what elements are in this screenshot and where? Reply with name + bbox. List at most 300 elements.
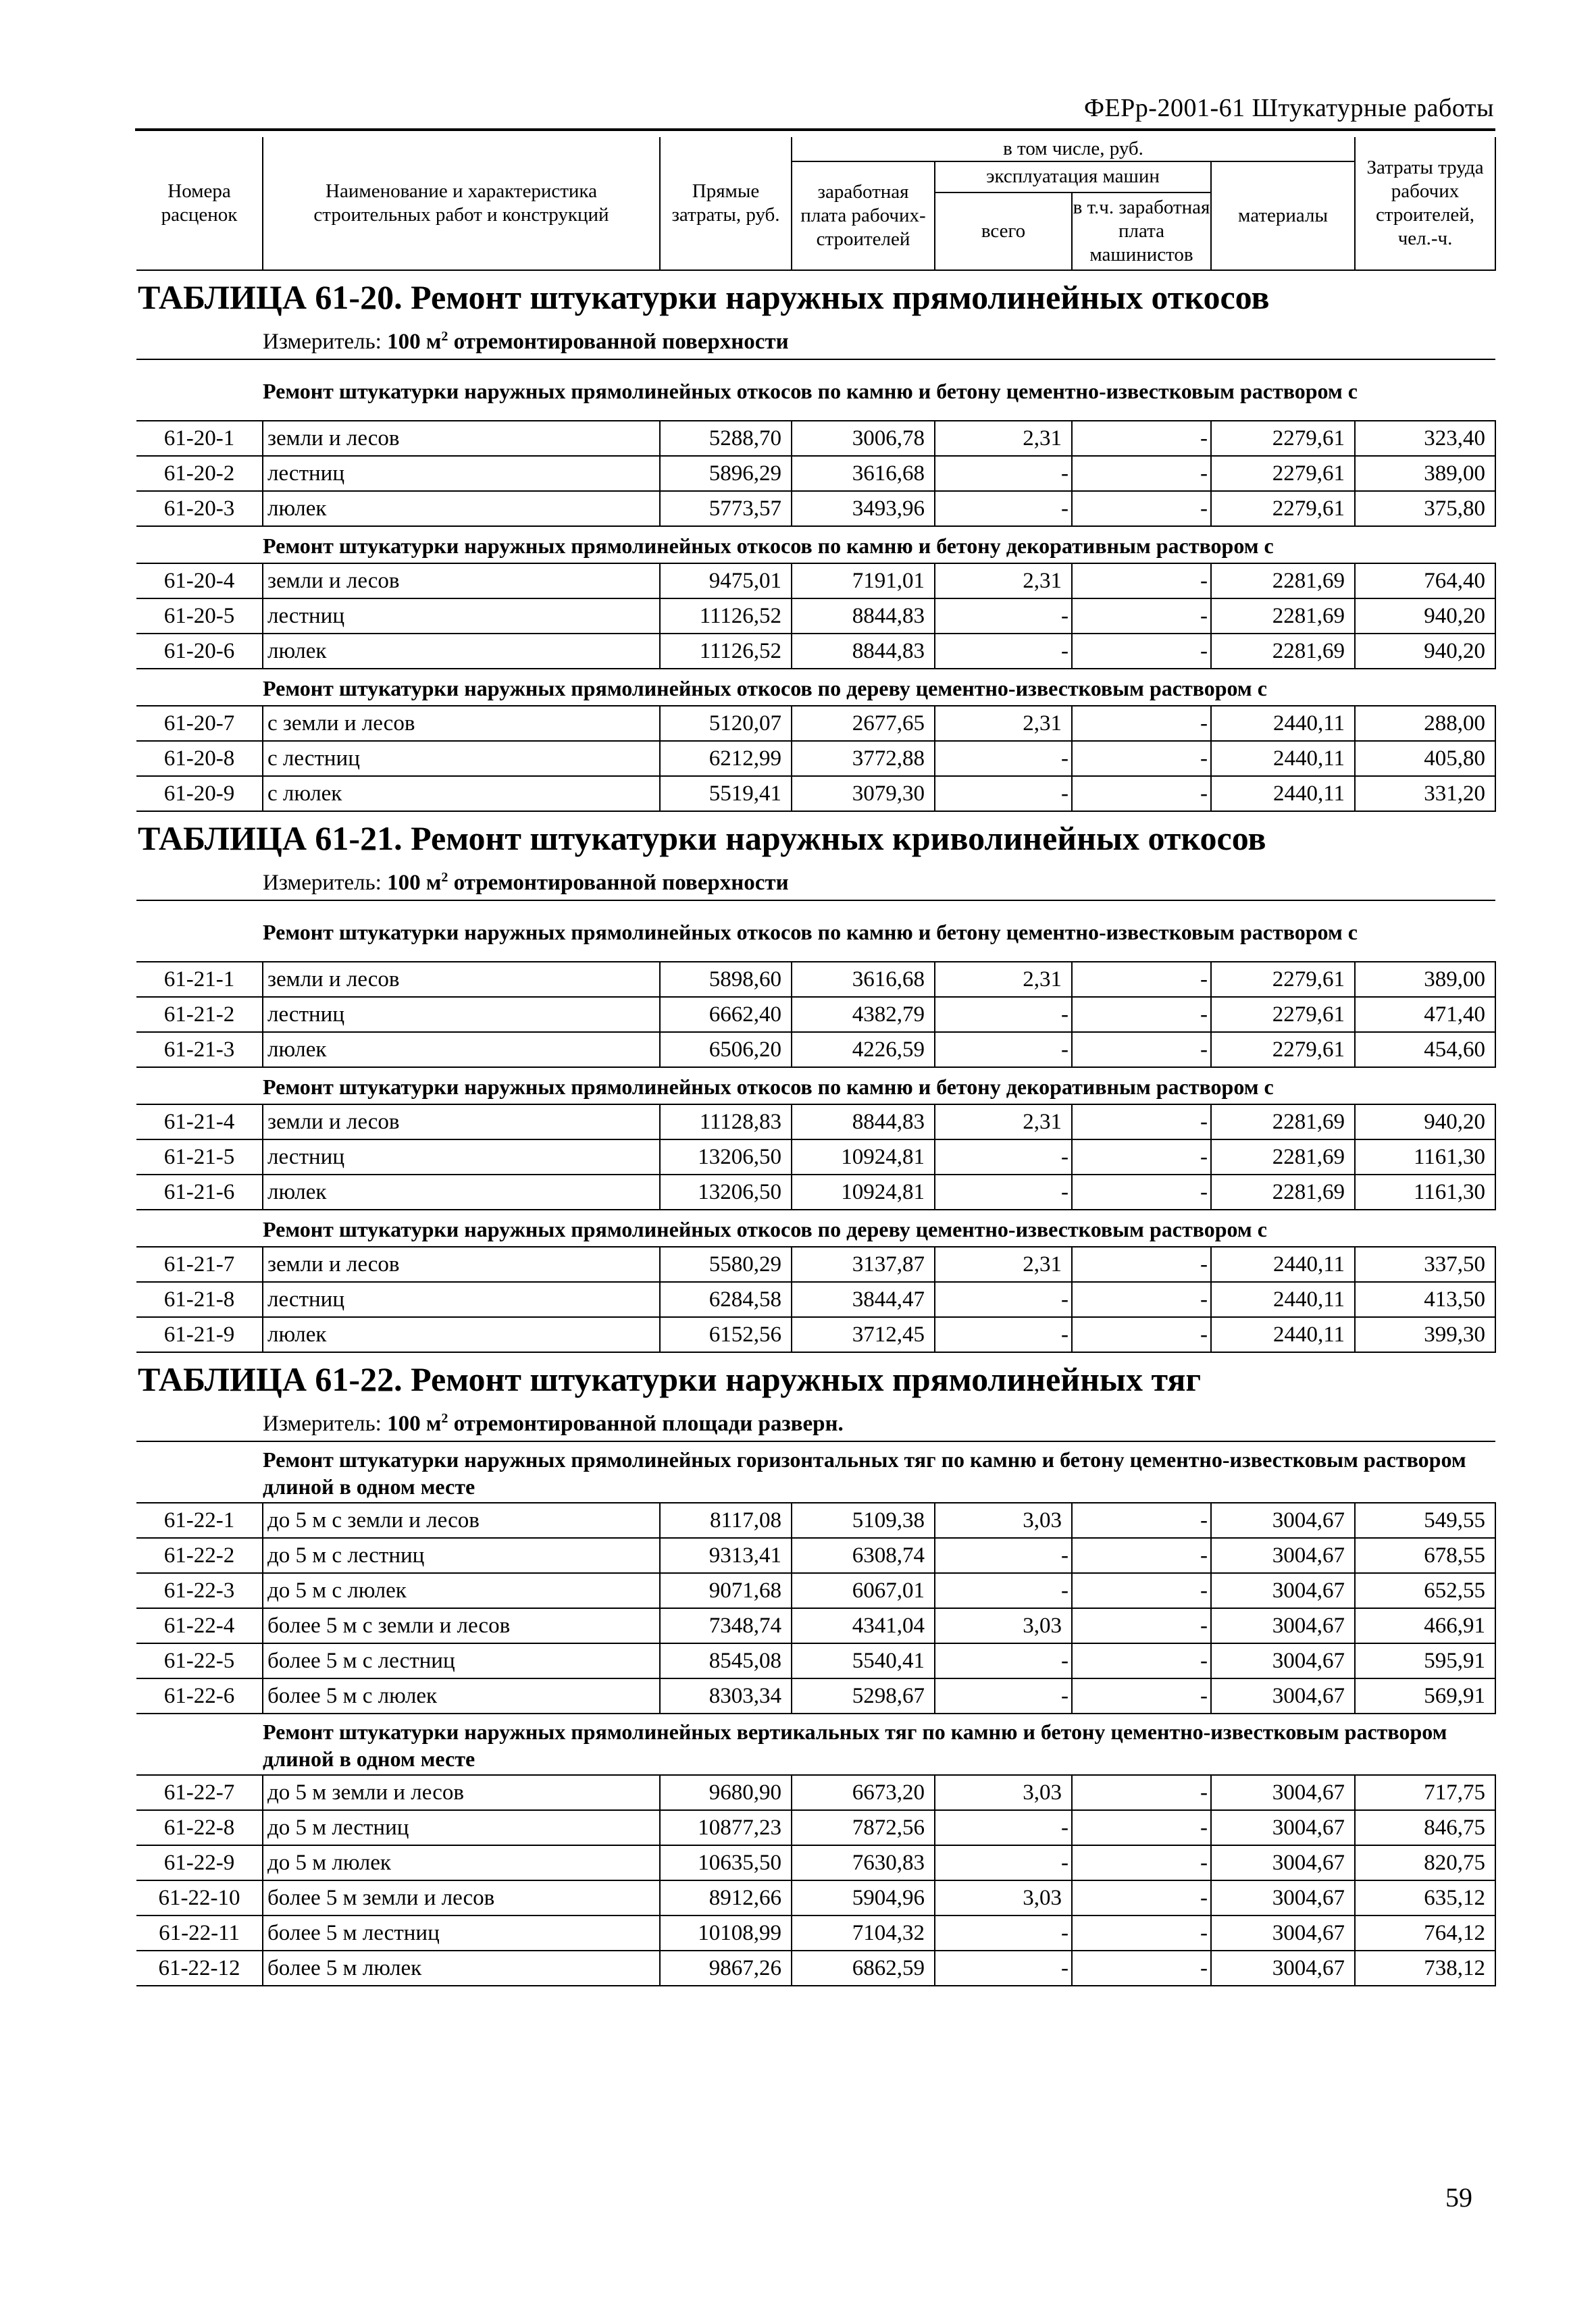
machines-wages: - [1072,1032,1211,1067]
materials: 2279,61 [1211,962,1355,997]
page-number: 59 [1445,2182,1472,2213]
table-row [136,1175,1495,1210]
work-name: земли и лесов [263,1104,660,1139]
table-row [136,1608,1495,1643]
labor-cost: 635,12 [1355,1880,1495,1916]
table-row [136,1951,1495,1986]
group-spacer [136,359,263,421]
labor-cost: 288,00 [1355,706,1495,741]
table-row [136,1678,1495,1714]
rate-code: 61-21-2 [136,997,263,1032]
measure-label: Измеритель: [263,870,388,895]
materials: 3004,67 [1211,1538,1355,1573]
work-name: более 5 м люлек [263,1951,660,1986]
group-title-row [136,1441,1495,1503]
wages: 8844,83 [792,598,935,634]
rate-code: 61-22-11 [136,1916,263,1951]
rate-code: 61-20-6 [136,634,263,669]
table-row [136,1503,1495,1538]
rate-code: 61-22-2 [136,1538,263,1573]
group-title: Ремонт штукатурки наружных прямолинейных вертикальных тяг по камню и бетону цементно-известковым раствором длиной в одном месте [263,1714,1495,1775]
section-title-row [136,270,1495,324]
table-header-row-1 [136,137,1495,161]
group-title: Ремонт штукатурки наружных прямолинейных откосов по дереву цементно-известковым раствором с [263,1210,1495,1247]
machines-total: 2,31 [935,563,1072,598]
labor-cost: 1161,30 [1355,1139,1495,1175]
machines-wages: - [1072,563,1211,598]
table-row [136,421,1495,456]
rate-code: 61-20-8 [136,741,263,776]
page-header: ФЕРр-2001-61 Штукатурные работы [1083,94,1494,122]
machines-total: 2,31 [935,706,1072,741]
machines-total: - [935,1538,1072,1573]
work-name: люлек [263,1032,660,1067]
work-name: до 5 м с лестниц [263,1538,660,1573]
rate-code: 61-22-5 [136,1643,263,1678]
table-row [136,997,1495,1032]
table-row [136,1810,1495,1845]
work-name: до 5 м с люлек [263,1573,660,1608]
group-spacer [136,900,263,962]
machines-wages: - [1072,634,1211,669]
group-spacer [136,1210,263,1247]
machines-total: - [935,1573,1072,1608]
wages: 4382,79 [792,997,935,1032]
rate-code: 61-20-4 [136,563,263,598]
measure-value: 100 м [387,329,442,354]
table-row [136,1916,1495,1951]
rate-code: 61-21-5 [136,1139,263,1175]
materials: 2440,11 [1211,741,1355,776]
direct-cost: 8545,08 [660,1643,792,1678]
machines-wages: - [1072,1247,1211,1282]
col-header-code: Номера расценок [136,137,263,270]
rate-code: 61-20-5 [136,598,263,634]
direct-cost: 8117,08 [660,1503,792,1538]
machines-wages: - [1072,1538,1211,1573]
labor-cost: 940,20 [1355,1104,1495,1139]
table-row [136,456,1495,491]
rate-code: 61-22-7 [136,1775,263,1810]
direct-cost: 8912,66 [660,1880,792,1916]
machines-total: - [935,1175,1072,1210]
table-row [136,706,1495,741]
measure-label: Измеритель: [263,329,388,354]
materials: 3004,67 [1211,1951,1355,1986]
table-row [136,741,1495,776]
rate-code: 61-21-6 [136,1175,263,1210]
labor-cost: 413,50 [1355,1282,1495,1317]
wages: 3616,68 [792,962,935,997]
labor-cost: 471,40 [1355,997,1495,1032]
col-header-machines: эксплуатация машин [935,161,1211,192]
machines-wages: - [1072,1175,1211,1210]
measure-unit [387,330,788,354]
machines-total: 2,31 [935,421,1072,456]
group-title: Ремонт штукатурки наружных прямолинейных горизонтальных тяг по камню и бетону цементно-известковым раствором длиной в одном месте [263,1441,1495,1503]
direct-cost: 13206,50 [660,1139,792,1175]
work-name: земли и лесов [263,421,660,456]
rate-code: 61-21-1 [136,962,263,997]
wages: 8844,83 [792,1104,935,1139]
direct-cost: 11128,83 [660,1104,792,1139]
machines-total: - [935,1845,1072,1880]
materials: 2440,11 [1211,1282,1355,1317]
rate-code: 61-20-9 [136,776,263,811]
table-row [136,776,1495,811]
section-title: ТАБЛИЦА 61-22. Ремонт штукатурки наружных прямолинейных тяг [136,1352,1495,1406]
materials: 2281,69 [1211,634,1355,669]
labor-cost: 595,91 [1355,1643,1495,1678]
wages: 3616,68 [792,456,935,491]
materials: 2281,69 [1211,563,1355,598]
machines-total: - [935,997,1072,1032]
wages: 6308,74 [792,1538,935,1573]
measure-unit [387,871,788,895]
wages: 3712,45 [792,1317,935,1352]
machines-total: - [935,1282,1072,1317]
labor-cost: 940,20 [1355,634,1495,669]
wages: 7191,01 [792,563,935,598]
machines-total: - [935,741,1072,776]
wages: 10924,81 [792,1175,935,1210]
wages: 5298,67 [792,1678,935,1714]
rate-code: 61-20-7 [136,706,263,741]
direct-cost: 5120,07 [660,706,792,741]
wages: 2677,65 [792,706,935,741]
machines-wages: - [1072,1104,1211,1139]
wages: 5109,38 [792,1503,935,1538]
materials: 2279,61 [1211,456,1355,491]
col-header-incl: в том числе, руб. [792,137,1355,161]
machines-wages: - [1072,1951,1211,1986]
labor-cost: 399,30 [1355,1317,1495,1352]
group-title-row [136,1210,1495,1247]
machines-total: 2,31 [935,1104,1072,1139]
materials: 2281,69 [1211,1104,1355,1139]
labor-cost: 820,75 [1355,1845,1495,1880]
section-title: ТАБЛИЦА 61-20. Ремонт штукатурки наружных прямолинейных откосов [136,270,1495,324]
machines-wages: - [1072,491,1211,526]
machines-total: 3,03 [935,1503,1072,1538]
materials: 2281,69 [1211,1175,1355,1210]
machines-wages: - [1072,1916,1211,1951]
materials: 2440,11 [1211,1317,1355,1352]
materials: 3004,67 [1211,1810,1355,1845]
materials: 3004,67 [1211,1643,1355,1678]
labor-cost: 738,12 [1355,1951,1495,1986]
work-name: люлек [263,491,660,526]
wages: 3137,87 [792,1247,935,1282]
measure-row [136,865,1495,900]
work-name: с люлек [263,776,660,811]
machines-wages: - [1072,706,1211,741]
labor-cost: 569,91 [1355,1678,1495,1714]
direct-cost: 6284,58 [660,1282,792,1317]
work-name: лестниц [263,1282,660,1317]
measure-value: 100 м [387,870,442,895]
rate-code: 61-21-7 [136,1247,263,1282]
work-name: люлек [263,1317,660,1352]
direct-cost: 5288,70 [660,421,792,456]
work-name: более 5 м земли и лесов [263,1880,660,1916]
table-row [136,563,1495,598]
direct-cost: 10635,50 [660,1845,792,1880]
materials: 3004,67 [1211,1608,1355,1643]
direct-cost: 5896,29 [660,456,792,491]
labor-cost: 375,80 [1355,491,1495,526]
measure-label: Измеритель: [263,1411,388,1436]
work-name: лестниц [263,456,660,491]
machines-wages: - [1072,456,1211,491]
measure-unit [387,1412,844,1436]
machines-wages: - [1072,598,1211,634]
measure-text [263,1406,1495,1441]
labor-cost: 652,55 [1355,1573,1495,1608]
work-name: до 5 м люлек [263,1845,660,1880]
rate-code: 61-20-3 [136,491,263,526]
materials: 2440,11 [1211,706,1355,741]
direct-cost: 5580,29 [660,1247,792,1282]
work-name: до 5 м с земли и лесов [263,1503,660,1538]
direct-cost: 13206,50 [660,1175,792,1210]
labor-cost: 717,75 [1355,1775,1495,1810]
group-title-row [136,359,1495,421]
group-title: Ремонт штукатурки наружных прямолинейных откосов по камню и бетону цементно-известковым раствором с [263,900,1495,962]
wages: 6067,01 [792,1573,935,1608]
table-row [136,598,1495,634]
wages: 3772,88 [792,741,935,776]
labor-cost: 764,12 [1355,1916,1495,1951]
group-spacer [136,1714,263,1775]
machines-wages: - [1072,1282,1211,1317]
machines-total: - [935,1916,1072,1951]
machines-wages: - [1072,1139,1211,1175]
machines-total: - [935,456,1072,491]
header-rule [135,128,1495,131]
wages: 3079,30 [792,776,935,811]
measure-sup: 2 [441,869,448,885]
table-row [136,1845,1495,1880]
direct-cost: 5773,57 [660,491,792,526]
direct-cost: 8303,34 [660,1678,792,1714]
work-name: земли и лесов [263,962,660,997]
materials: 2279,61 [1211,997,1355,1032]
machines-total: - [935,1643,1072,1678]
materials: 2440,11 [1211,1247,1355,1282]
machines-wages: - [1072,421,1211,456]
group-title-row [136,1714,1495,1775]
labor-cost: 331,20 [1355,776,1495,811]
labor-cost: 1161,30 [1355,1175,1495,1210]
table-row [136,634,1495,669]
rate-code: 61-20-1 [136,421,263,456]
measure-sup: 2 [441,1410,448,1426]
machines-total: - [935,1810,1072,1845]
rate-code: 61-21-4 [136,1104,263,1139]
machines-wages: - [1072,1608,1211,1643]
wages: 6862,59 [792,1951,935,1986]
direct-cost: 11126,52 [660,598,792,634]
machines-total: 2,31 [935,962,1072,997]
work-name: люлек [263,1175,660,1210]
machines-wages: - [1072,1573,1211,1608]
machines-wages: - [1072,1845,1211,1880]
wages: 4341,04 [792,1608,935,1643]
group-title-row [136,900,1495,962]
labor-cost: 940,20 [1355,598,1495,634]
wages: 7872,56 [792,1810,935,1845]
group-title: Ремонт штукатурки наружных прямолинейных откосов по камню и бетону декоративным раствором с [263,526,1495,563]
materials: 2281,69 [1211,1139,1355,1175]
wages: 5540,41 [792,1643,935,1678]
machines-total: - [935,598,1072,634]
table-row [136,1247,1495,1282]
labor-cost: 454,60 [1355,1032,1495,1067]
machines-wages: - [1072,776,1211,811]
machines-total: - [935,1032,1072,1067]
work-name: люлек [263,634,660,669]
wages: 10924,81 [792,1139,935,1175]
measure-row [136,324,1495,359]
rate-code: 61-22-12 [136,1951,263,1986]
direct-cost: 9867,26 [660,1951,792,1986]
machines-wages: - [1072,962,1211,997]
group-title: Ремонт штукатурки наружных прямолинейных откосов по камню и бетону декоративным раствором с [263,1067,1495,1104]
machines-total: 3,03 [935,1880,1072,1916]
col-header-direct: Прямые затраты, руб. [660,137,792,270]
wages: 3006,78 [792,421,935,456]
work-name: земли и лесов [263,563,660,598]
machines-total: - [935,1317,1072,1352]
work-name: более 5 м с лестниц [263,1643,660,1678]
work-name: более 5 м лестниц [263,1916,660,1951]
machines-total: 3,03 [935,1775,1072,1810]
work-name: более 5 м с люлек [263,1678,660,1714]
direct-cost: 5519,41 [660,776,792,811]
work-name: более 5 м с земли и лесов [263,1608,660,1643]
col-header-materials: материалы [1211,161,1355,270]
measure-text [263,865,1495,900]
group-title: Ремонт штукатурки наружных прямолинейных откосов по дереву цементно-известковым раствором с [263,669,1495,706]
price-table [136,137,1496,1986]
direct-cost: 11126,52 [660,634,792,669]
group-spacer [136,669,263,706]
materials: 3004,67 [1211,1503,1355,1538]
group-spacer [136,1441,263,1503]
table-row [136,1880,1495,1916]
wages: 5904,96 [792,1880,935,1916]
direct-cost: 5898,60 [660,962,792,997]
rate-code: 61-21-3 [136,1032,263,1067]
table-row [136,962,1495,997]
machines-wages: - [1072,1678,1211,1714]
materials: 3004,67 [1211,1678,1355,1714]
measure-spacer [136,324,263,359]
machines-total: - [935,1951,1072,1986]
direct-cost: 10108,99 [660,1916,792,1951]
materials: 2440,11 [1211,776,1355,811]
direct-cost: 6662,40 [660,997,792,1032]
measure-spacer [136,865,263,900]
direct-cost: 10877,23 [660,1810,792,1845]
col-header-labor: Затраты труда рабочих строителей, чел.-ч. [1355,137,1495,270]
measure-spacer [136,1406,263,1441]
measure-rest: отремонтированной поверхности [448,870,789,895]
materials: 3004,67 [1211,1573,1355,1608]
col-header-name: Наименование и характеристика строительных работ и конструкций [263,137,660,270]
machines-total: 3,03 [935,1608,1072,1643]
work-name: лестниц [263,997,660,1032]
labor-cost: 549,55 [1355,1503,1495,1538]
col-header-mach-total: всего [935,192,1072,271]
section-title-row [136,811,1495,865]
col-header-mach-wages: в т.ч. заработная плата машинистов [1072,192,1211,271]
machines-wages: - [1072,1643,1211,1678]
labor-cost: 764,40 [1355,563,1495,598]
wages: 6673,20 [792,1775,935,1810]
group-title-row [136,526,1495,563]
wages: 4226,59 [792,1032,935,1067]
table-row [136,1104,1495,1139]
machines-wages: - [1072,1503,1211,1538]
group-title-row [136,669,1495,706]
machines-wages: - [1072,1880,1211,1916]
table-row [136,1139,1495,1175]
table-row [136,1317,1495,1352]
rate-code: 61-22-6 [136,1678,263,1714]
measure-rest: отремонтированной площади разверн. [448,1411,844,1436]
table-row [136,1643,1495,1678]
group-spacer [136,526,263,563]
machines-total: - [935,1678,1072,1714]
machines-wages: - [1072,1317,1211,1352]
labor-cost: 323,40 [1355,421,1495,456]
machines-wages: - [1072,741,1211,776]
table-row [136,1282,1495,1317]
materials: 3004,67 [1211,1845,1355,1880]
labor-cost: 405,80 [1355,741,1495,776]
rate-code: 61-22-1 [136,1503,263,1538]
rate-code: 61-21-9 [136,1317,263,1352]
machines-total: - [935,634,1072,669]
labor-cost: 337,50 [1355,1247,1495,1282]
direct-cost: 9071,68 [660,1573,792,1608]
direct-cost: 6506,20 [660,1032,792,1067]
machines-wages: - [1072,997,1211,1032]
group-title-row [136,1067,1495,1104]
table-row [136,491,1495,526]
section-title-row [136,1352,1495,1406]
measure-rest: отремонтированной поверхности [448,329,789,354]
rate-code: 61-22-4 [136,1608,263,1643]
materials: 2279,61 [1211,421,1355,456]
direct-cost: 9680,90 [660,1775,792,1810]
labor-cost: 678,55 [1355,1538,1495,1573]
direct-cost: 9475,01 [660,563,792,598]
work-name: лестниц [263,1139,660,1175]
direct-cost: 6152,56 [660,1317,792,1352]
group-spacer [136,1067,263,1104]
section-title: ТАБЛИЦА 61-21. Ремонт штукатурки наружных криволинейных откосов [136,811,1495,865]
materials: 2279,61 [1211,491,1355,526]
work-name: земли и лесов [263,1247,660,1282]
direct-cost: 7348,74 [660,1608,792,1643]
machines-wages: - [1072,1775,1211,1810]
materials: 3004,67 [1211,1916,1355,1951]
table-row [136,1573,1495,1608]
materials: 2281,69 [1211,598,1355,634]
